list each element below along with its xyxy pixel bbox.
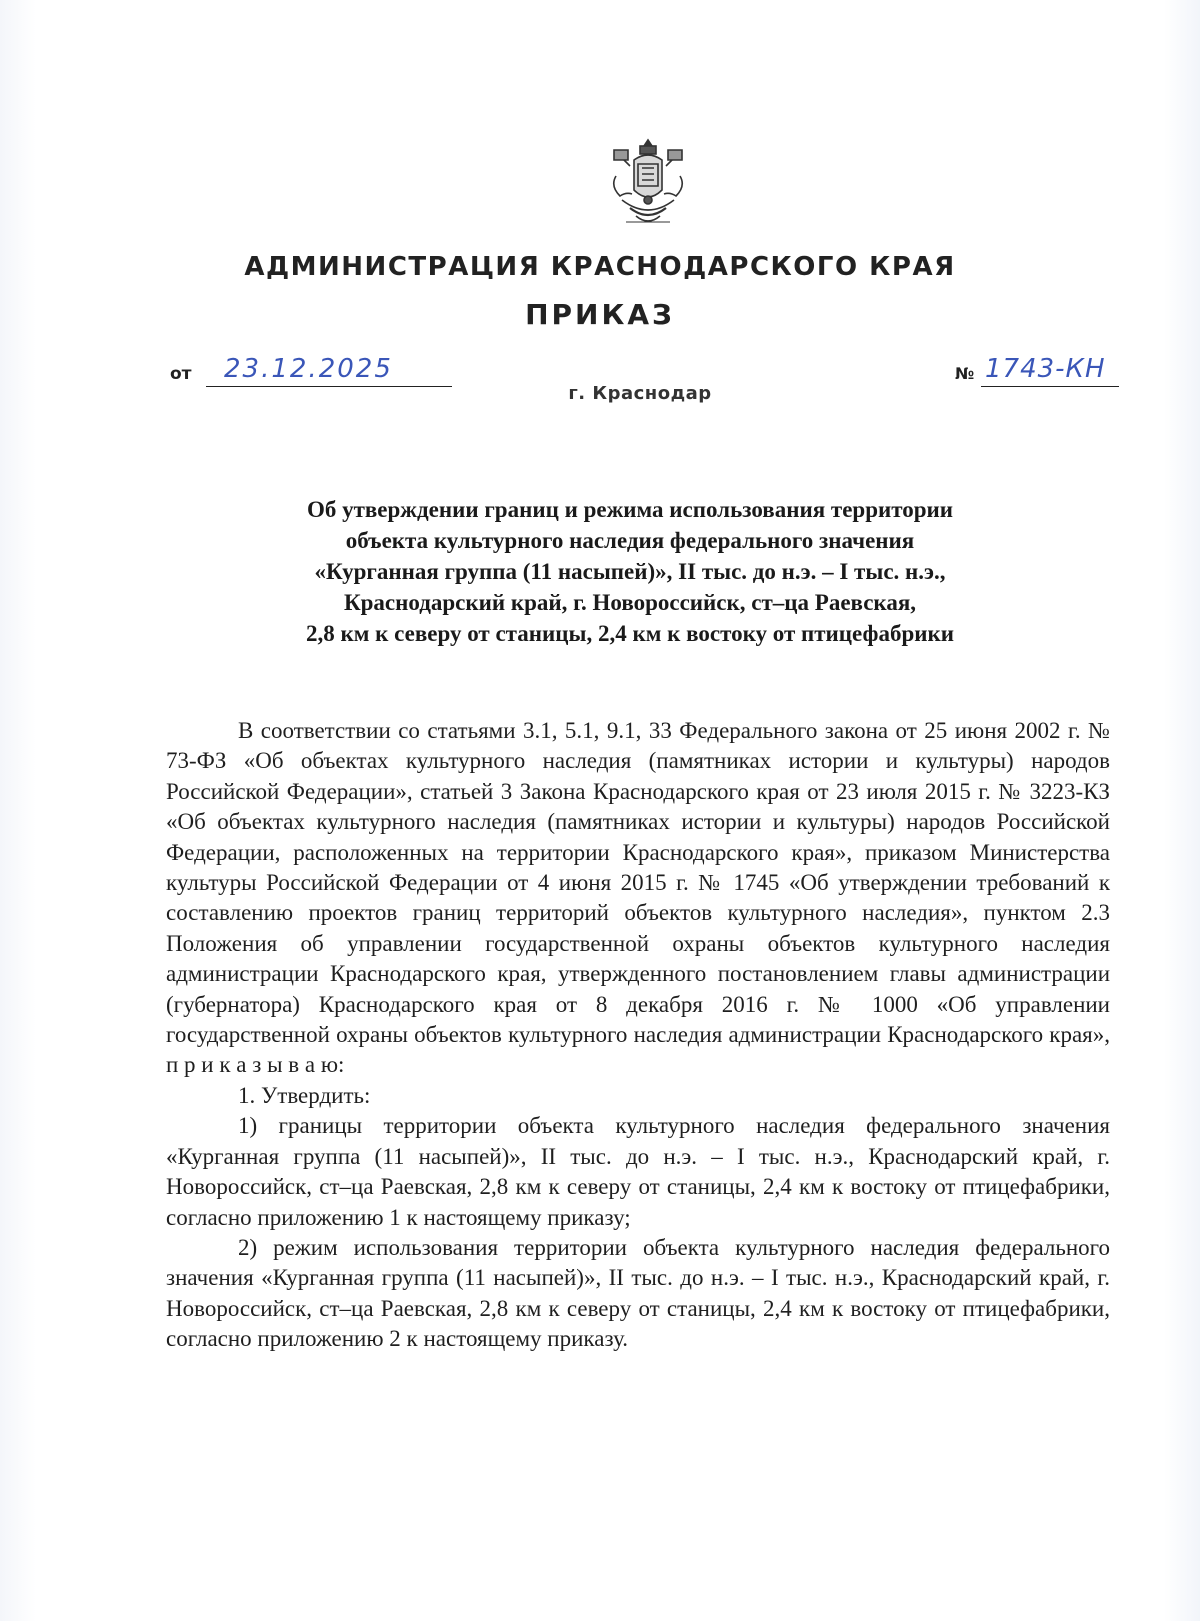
title-line: 2,8 км к северу от станицы, 2,4 км к востоку от птицефабрики [305,621,955,646]
title-line: Об утверждении границ и режима использования территории [306,497,954,522]
number-handwritten: 1743-КН [985,354,1106,384]
order-item-1: 1. Утвердить: [238,1082,371,1108]
date-label: от [170,364,192,384]
title-line: Краснодарский край, г. Новороссийск, ст–ца Раевская, [343,590,917,615]
document-type: ПРИКАЗ [525,298,675,331]
number-label: № [955,364,975,383]
document-body [166,716,1110,1355]
order-subitem-2: 2) режим использования территории объекта культурного наследия федерального значения «Курганная группа (11 насыпей)», II тыс. до н.э. – I тыс. н.э., Краснодарский край, г. Новороссийск, ст–ца Раевская, 2,8 км к северу от станицы, 2,4 км к востоку от птицефабрики, согласно приложению 2 к настоящему приказу. [166,1234,1110,1352]
preamble-paragraph: В соответствии со статьями 3.1, 5.1, 9.1, 33 Федерального закона от 25 июня 2002 г. № 73-ФЗ «Об объектах культурного наследия (памятниках истории и культуры) народов Российской Федерации», статьей 3 Закона Краснодарского края от 23 июля 2015 г. № 3223-КЗ «Об объектах культурного наследия (памятниках истории и культуры) народов Российской Федерации, расположенных на территории Краснодарского края», приказом Министерства культуры Российской Федерации от 4 июня 2015 г. № 1745 «Об утверждении требований к составлению проектов границ территорий объектов культурного наследия», пунктом 2.3 Положения об управлении государственной охраны объектов культурного наследия администрации Краснодарского края, утвержденного постановлением главы администрации (губернатора) Краснодарского края от 8 декабря 2016 г. № 1000 «Об управлении государственной охраны объектов культурного наследия администрации Краснодарского края», п р и к а з ы в а ю: [166,718,1110,1078]
title-line: «Курганная группа (11 насыпей)», II тыс. до н.э. – I тыс. н.э., [314,559,946,584]
organization-name: АДМИНИСТРАЦИЯ КРАСНОДАРСКОГО КРАЯ [244,252,956,282]
title-line: объекта культурного наследия федерального значения [345,528,915,553]
city: г. Краснодар [568,383,712,404]
document-title [150,494,1110,649]
coat-of-arms-icon [606,136,690,236]
date-handwritten: 23.12.2025 [224,354,393,384]
order-subitem-1: 1) границы территории объекта культурного наследия федерального значения «Курганная группа (11 насыпей)», II тыс. до н.э. – I тыс. н.э., Краснодарский край, г. Новороссийск, ст–ца Раевская, 2,8 км к северу от станицы, 2,4 км к востоку от птицефабрики, согласно приложению 1 к настоящему приказу; [166,1113,1110,1230]
